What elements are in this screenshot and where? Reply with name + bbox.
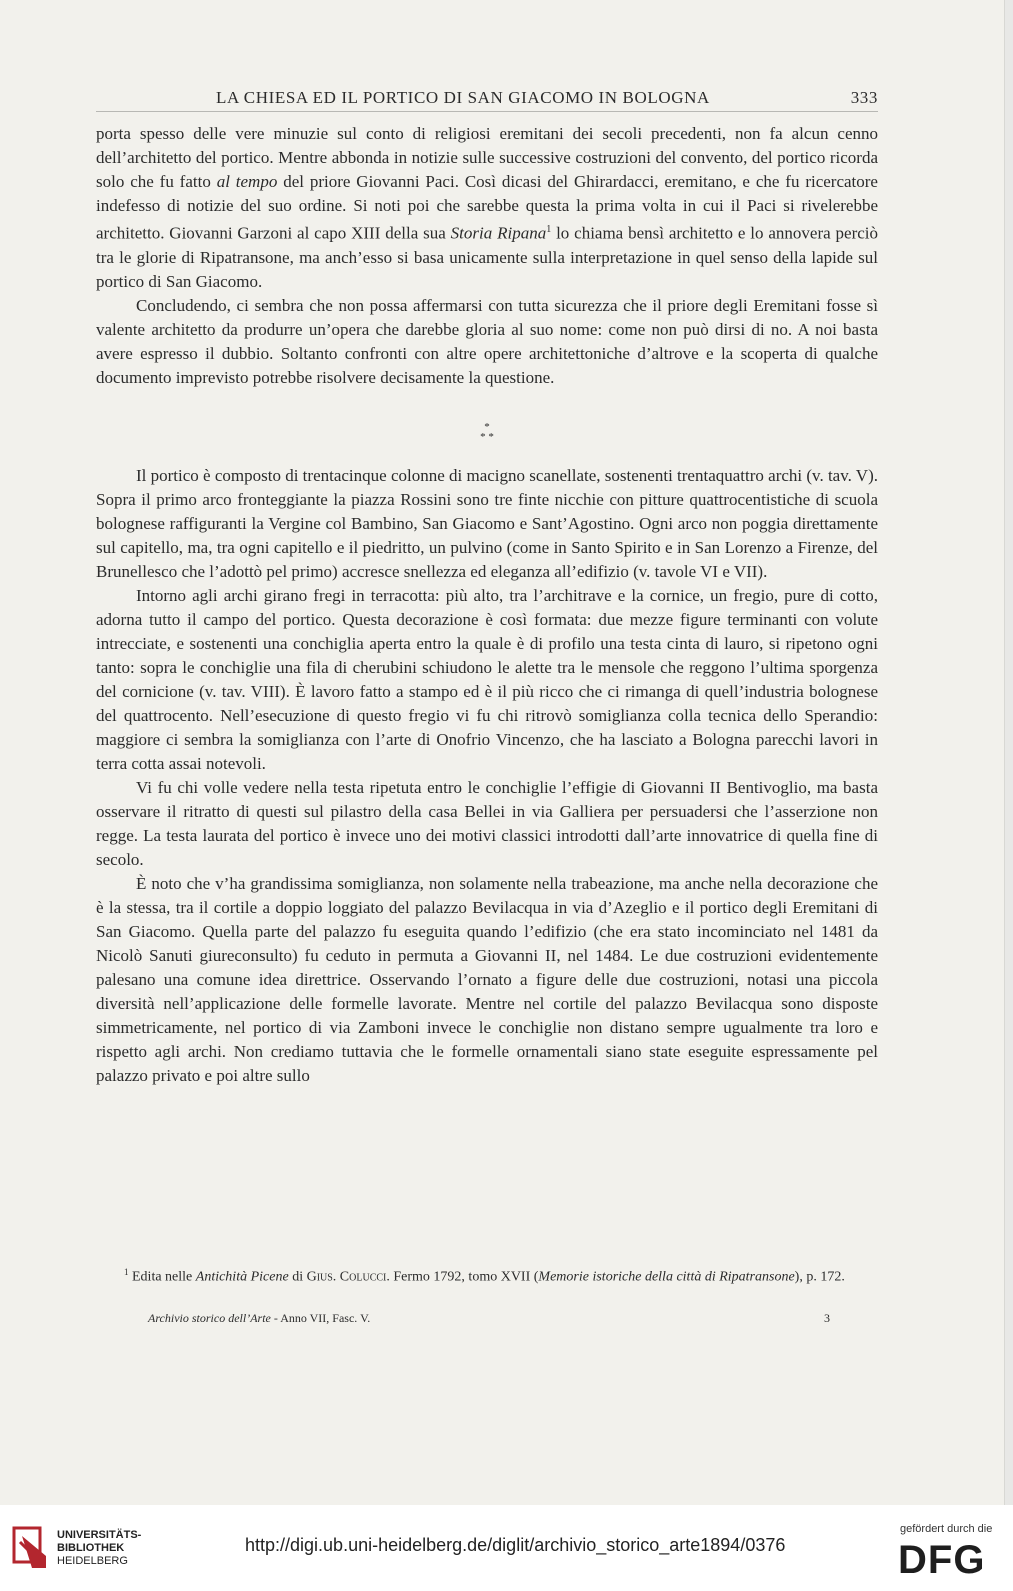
footnote-ref: 1 [546, 224, 552, 235]
section-divider-asterisks: * * * [480, 420, 494, 443]
page-number: 333 [850, 88, 878, 107]
article-body [96, 122, 878, 1088]
library-name: UNIVERSITÄTS- BIBLIOTHEK HEIDELBERG [57, 1529, 142, 1567]
paragraph-4: Intorno agli archi girano fregi in terracotta: più alto, tra l’architrave e la cornice, un fregio, pure di cotto, adorna tutto il campo del portico. Questa decorazione è così formata: due mezze figure terminanti con volute intrecciate, e sostenenti una conchiglia aperta entro la quale è di profilo una testa cinta di lauro, si ripetono ogni tanto: sopra le conchiglie una fila di cherubini schiudono le alette tra le mensole che reggono l’ultima sporgenza del cornicione (v. tav. VIII). È lavoro fatto a stampo ed è il più ricco che ci rimanga di quell’industria bolognese del quattrocento. Nell’esecuzione di questo fregio vi fu chi ritrovò somiglianza colla tecnica dello Sperandio: maggiore ci sembra la somiglianza con l’arte di Onofrio Vincenzo, che ha lasciato a Bologna parecchi lavori in terra cotta assai notevoli. [96, 585, 878, 773]
paragraph-2: Concludendo, ci sembra che non possa affermarsi con tutta sicurezza che il priore degli Eremitani fosse sì valente architetto da produrre un’opera che darebbe gloria al suo nome: come non può dirsi di no. A noi basta avere espresso il dubbio. Soltanto confronti con altre opere architettoniche d’altrove e la scoperta di qualche documento imprevisto potrebbe risolvere decisamente la questione. [96, 295, 878, 387]
running-title: LA CHIESA ED IL PORTICO DI SAN GIACOMO IN BOLOGNA [216, 88, 710, 107]
footnote: $^1$ Edita nelle Antichità Picene di Gius. Colucci. Fermo 1792, tomo XVII (Memorie istoriche della città di Ripatransone), p. 172. [124, 1267, 845, 1285]
paragraph-5: Vi fu chi volle vedere nella testa ripetuta entro le conchiglie l’effigie di Giovanni II Bentivoglio, ma basta osservare il ritratto di questi sul pilastro della casa Bellei in via Galliera per persuadersi che l’asserzione non regge. La testa laurata del portico è invece uno dei motivi classici introdotti dall’arte innovatrice di quella fine di secolo. [96, 777, 878, 869]
signature-mark: 3 [824, 1311, 830, 1325]
funding-label: gefördert durch die [900, 1523, 993, 1535]
running-header [96, 86, 878, 110]
header-rule [96, 111, 878, 112]
paragraph-1: porta spesso delle vere minuzie sul conto di religiosi eremitani dei secoli precedenti, non fa alcun cenno dell’architetto del portico. Mentre abbonda in notizie sulle successive costruzioni del convento, del portico ricorda solo che fu fatto al tempo del priore Giovanni Paci. Così dicasi del Ghirardacci, eremitano, e che fu ricercatore indefesso di notizie del suo ordine. Si noti poi che sarebbe questa la prima volta in cui il Paci si rivelerebbe architetto. Giovanni Garzoni al capo XIII della sua Storia Ripana$^1$ lo chiama bensì architetto e lo annovera perciò tra le glorie di Ripatransone, ma anch’esso si basa unicamente sulla interpretazione in quel senso della lapide sul portico di San Giacomo. [96, 124, 879, 291]
paragraph-3: Il portico è composto di trentacinque colonne di macigno scanellate, sostenenti trentaquattro archi (v. tav. V). Sopra il primo arco fronteggiante la piazza Rossini sono tre finte nicchie con pitture quattrocentistiche di scuola bolognese raffiguranti la Vergine col Bambino, San Giacomo e Sant’Agostino. Ogni arco non poggia direttamente sul capitello, ma, tra ogni capitello e il piedritto, un pulvino (come in Santo Spirito e in San Lorenzo a Firenze, del Brunellesco che l’adottò pel primo) accresce snellezza ed eleganza all’edifizio (v. tavole VI e VII). [96, 465, 878, 581]
journal-name: Archivio storico dell’Arte [148, 1311, 271, 1325]
permalink-url[interactable]: http://digi.ub.uni-heidelberg.de/diglit/archivio_storico_arte1894/0376 [245, 1535, 786, 1555]
paragraph-6: È noto che v’ha grandissima somiglianza, non solamente nella trabeazione, ma anche nella decorazione che è la stessa, tra il cortile a doppio loggiato del palazzo Bevilacqua in via d’Azeglio e il portico degli Eremitani di San Giacomo. Quella parte del palazzo fu eseguita quando l’edifizio (che era stato incominciato nel 1481 da Nicolò Sanuti giureconsulto) fu ceduto in permuta a Giovanni II, nel 1484. Le due costruzioni evidentemente palesano una comune idea direttrice. Osservando l’ornato a figure delle due costruzioni, notasi una piccola diversità nell’applicazione delle formelle lavorate. Mentre nel cortile del palazzo Bevilacqua sono disposte simmetricamente, nel portico di via Zamboni invece le conchiglie non distano sempre ugualmente tra loro e rispetto agli archi. Non crediamo tuttavia che le formelle ornamentali siano state eseguite espressamente pel palazzo privato e poi altre sullo [96, 873, 878, 1085]
university-library-logo-icon [12, 1526, 52, 1570]
issue-info: - Anno VII, Fasc. V. [270, 1311, 371, 1325]
dfg-logo: DFG [898, 1538, 986, 1582]
